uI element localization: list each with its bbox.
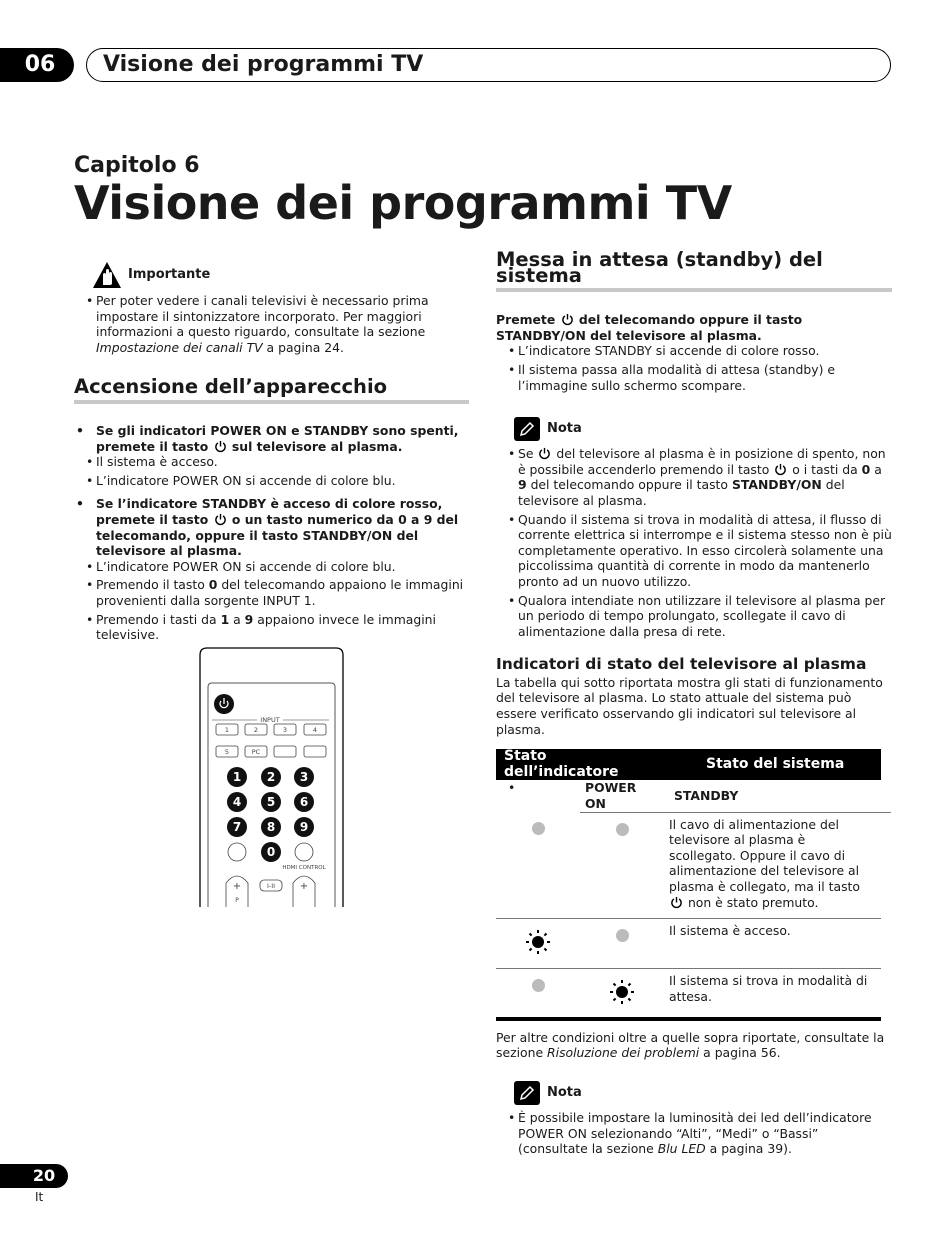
step-2-bullet: • Premendo il tasto 0 del telecomando appaiono le immagini provenienti dalla sorgente INPUT 1. xyxy=(74,577,469,608)
note-bullet: • Se del televisore al plasma è in posizione di spento, non è possibile accenderlo premendo il tasto o i tasti da 0 a 9 del telecomando oppure il tasto STANDBY/ON del televisore al plasma. xyxy=(496,446,892,508)
led-on-icon xyxy=(525,929,551,955)
section-title-standby: Messa in attesa (standby) del sistema xyxy=(496,252,892,292)
table-cell-system-state: Il cavo di alimentazione del televisore al plasma è scollegato. Oppure il cavo di alimentazione del televisore al plasma è collegato, ma il tasto non è stato premuto. xyxy=(664,812,881,919)
status-table xyxy=(496,749,891,1021)
remote-input-4: 4 xyxy=(312,726,318,734)
remote-input-2: 2 xyxy=(253,726,259,734)
table-col-standby: STANDBY xyxy=(664,780,881,812)
led-off-icon xyxy=(616,929,629,942)
remote-key-5: 5 xyxy=(266,795,276,809)
standby-intro: Premete del telecomando oppure il tasto STANDBY/ON del televisore al plasma. xyxy=(496,312,803,343)
remote-hdmi-label: HDMI CONTROL xyxy=(282,865,326,871)
power-icon xyxy=(214,440,227,453)
subsection-text: La tabella qui sotto riportata mostra gli stati di funzionamento del televisore al plasma. Lo stato attuale del sistema può essere verificato osservando gli indicatori sul televisore al plasma. xyxy=(496,674,883,737)
table-row xyxy=(496,919,891,969)
note-bullet: • È possibile impostare la luminosità dei led dell’indicatore POWER ON selezionando “Alti”, “Medi” o “Bassi” (consultate la sezione Blu LED a pagina 39). xyxy=(496,1110,892,1157)
table-header-row xyxy=(496,749,891,780)
important-ref: Impostazione dei canali TV xyxy=(96,339,263,355)
remote-input-5: 5 xyxy=(224,748,230,756)
remote-key-3: 3 xyxy=(299,770,309,784)
important-text: • Per poter vedere i canali televisivi è necessario prima impostare il sintonizzatore incorporato. Per maggiori informazioni a questo riguardo, consultate la sezione Impostazione dei canali TV a pagina 24. xyxy=(74,293,469,355)
power-icon xyxy=(214,513,227,526)
page-language: It xyxy=(35,1190,44,1204)
remote-input-3: 3 xyxy=(282,726,288,734)
pencil-note-icon xyxy=(514,1081,540,1105)
step-2-bullet: • Premendo i tasti da 1 a 9 appaiono invece le immagini televisive. xyxy=(74,612,469,643)
power-icon xyxy=(774,463,787,476)
chapter-header-pill xyxy=(86,48,891,82)
standby-bullet: • L’indicatore STANDBY si accende di colore rosso. xyxy=(496,343,892,359)
remote-p-label: P xyxy=(235,897,239,904)
table-cell-system-state: Il sistema è acceso. xyxy=(664,919,881,969)
standby-bullet: • Il sistema passa alla modalità di attesa (standby) e l’immagine sullo schermo scompare. xyxy=(496,362,892,393)
note-bullet: • Quando il sistema si trova in modalità di attesa, il flusso di corrente elettrica si interrompe e il sistema stesso non è più completamente operativo. In esso circolerà solamente una piccolissima quantità di corrente in modo da mantenerlo pronto ad un nuovo utilizzo. xyxy=(496,512,892,590)
note-heading: Nota xyxy=(514,415,892,443)
table-row xyxy=(496,969,891,1019)
table-header-indicator: Stato dell’indicatore xyxy=(496,749,664,780)
power-icon xyxy=(670,896,683,909)
remote-key-1: 1 xyxy=(232,770,242,784)
chapter-number-badge: 06 xyxy=(0,48,74,82)
header-title: Visione dei programmi TV xyxy=(103,52,424,77)
table-cell-system-state: Il sistema si trova in modalità di attesa. xyxy=(664,969,881,1019)
remote-key-4: 4 xyxy=(232,795,242,809)
power-icon xyxy=(561,313,574,326)
svg-text:+: + xyxy=(299,881,309,892)
table-subheader-row xyxy=(496,780,891,812)
remote-input-1: 1 xyxy=(224,726,230,734)
led-off-icon xyxy=(532,822,545,835)
step-2-bullet: • L’indicatore POWER ON si accende di colore blu. xyxy=(74,559,469,575)
led-off-icon xyxy=(532,979,545,992)
subsection-title-indicatori: Indicatori di stato del televisore al plasma xyxy=(496,655,867,674)
warning-hand-icon xyxy=(92,261,122,289)
left-column xyxy=(74,260,469,643)
remote-key-7: 7 xyxy=(232,820,242,834)
step-1: • Se gli indicatori POWER ON e STANDBY sono spenti, premete il tasto sul televisore al plasma. xyxy=(74,423,469,454)
table-header-system: Stato del sistema xyxy=(664,749,881,780)
remote-key-2: 2 xyxy=(266,770,276,784)
table-row xyxy=(496,812,891,919)
chapter-label: Capitolo 6 xyxy=(74,153,200,178)
note-bullet: • Qualora intendiate non utilizzare il televisore al plasma per un periodo di tempo prolungato, scollegate il cavo di alimentazione dalla presa di rete. xyxy=(496,593,892,640)
after-table-text: Per altre condizioni oltre a quelle sopra riportate, consultate la sezione Risoluzione dei problemi a pagina 56. xyxy=(496,1029,885,1061)
led-off-icon xyxy=(616,823,629,836)
remote-input-label: INPUT xyxy=(260,716,280,724)
step-1-bullet: • Il sistema è acceso. xyxy=(74,454,469,470)
right-column xyxy=(496,248,892,1157)
svg-text:+: + xyxy=(232,881,242,892)
remote-key-0: 0 xyxy=(266,845,276,859)
pencil-note-icon xyxy=(514,417,540,441)
chapter-title: Visione dei programmi TV xyxy=(74,176,732,230)
remote-input-pc: PC xyxy=(251,748,261,756)
remote-key-9: 9 xyxy=(299,820,309,834)
page-number: 20 xyxy=(0,1164,68,1188)
note-heading: Nota xyxy=(514,1079,892,1107)
remote-i-ii-label: I-II xyxy=(266,882,276,890)
step-2: • Se l’indicatore STANDBY è acceso di colore rosso, premete il tasto o un tasto numerico da 0 a 9 del telecomando, oppure il tasto STANDBY/ON del televisore al plasma. xyxy=(74,496,469,558)
remote-control-illustration xyxy=(199,647,344,904)
remote-key-6: 6 xyxy=(299,795,309,809)
important-heading: Importante xyxy=(92,260,469,290)
step-1-bullet: • L’indicatore POWER ON si accende di colore blu. xyxy=(74,473,469,489)
power-icon xyxy=(538,447,551,460)
section-title-accensione: Accensione dell’apparecchio xyxy=(74,379,469,404)
table-col-power-on: • POWER ON xyxy=(580,780,664,812)
led-on-icon xyxy=(609,979,635,1005)
remote-key-8: 8 xyxy=(266,820,276,834)
